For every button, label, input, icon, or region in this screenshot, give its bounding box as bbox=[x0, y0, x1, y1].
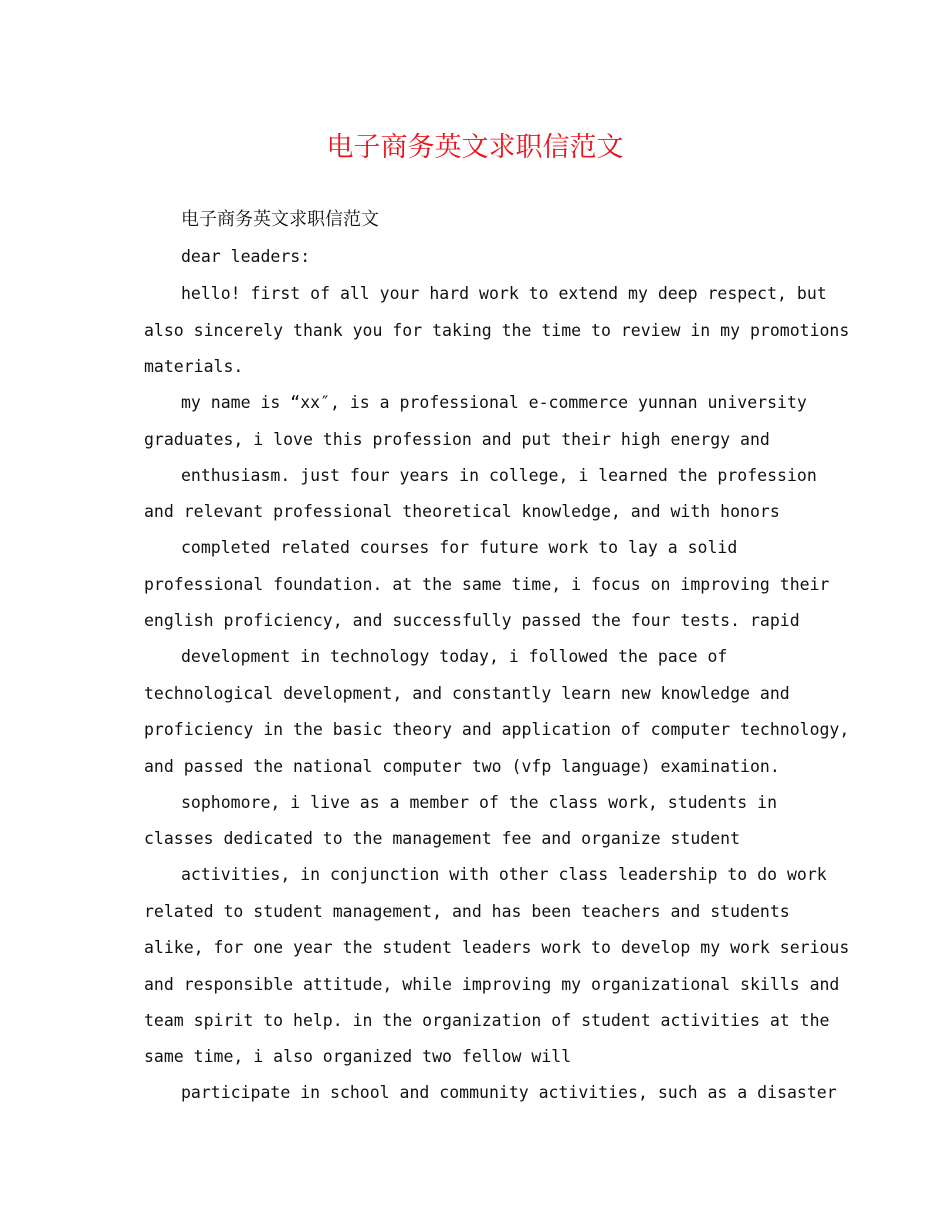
body-line: proficiency in the basic theory and application of computer technology, bbox=[144, 720, 850, 739]
body-line: classes dedicated to the management fee and organize student bbox=[144, 829, 741, 848]
body-line: also sincerely thank you for taking the time to review in my promotions bbox=[144, 321, 850, 340]
body-line: 电子商务英文求职信范文 bbox=[181, 209, 379, 230]
body-line: my name is “xx″, is a professional e-commerce yunnan university bbox=[181, 393, 807, 412]
body-line: related to student management, and has been teachers and students bbox=[144, 902, 790, 921]
body-line: materials. bbox=[144, 357, 244, 376]
body-line: same time, i also organized two fellow will bbox=[144, 1047, 572, 1066]
body-line: and responsible attitude, while improving my organizational skills and bbox=[144, 975, 840, 994]
body-line: development in technology today, i followed the pace of bbox=[181, 647, 728, 666]
body-line: sophomore, i live as a member of the class work, students in bbox=[181, 793, 778, 812]
body-line: team spirit to help. in the organization of student activities at the bbox=[144, 1011, 830, 1030]
body-line: enthusiasm. just four years in college, i learned the profession bbox=[181, 466, 817, 485]
body-line: technological development, and constantly learn new knowledge and bbox=[144, 684, 790, 703]
body-line: and passed the national computer two (vfp language) examination. bbox=[144, 757, 780, 776]
body-line: professional foundation. at the same time, i focus on improving their bbox=[144, 575, 830, 594]
body-line: and relevant professional theoretical knowledge, and with honors bbox=[144, 502, 780, 521]
body-line: alike, for one year the student leaders work to develop my work serious bbox=[144, 938, 850, 957]
body-line: activities, in conjunction with other class leadership to do work bbox=[181, 865, 827, 884]
body-line: participate in school and community activities, such as a disaster bbox=[181, 1083, 837, 1102]
document-title: 电子商务英文求职信范文 bbox=[326, 132, 624, 163]
body-line: dear leaders: bbox=[181, 247, 311, 266]
body-line: hello! first of all your hard work to extend my deep respect, but bbox=[181, 284, 827, 303]
body-line: graduates, i love this profession and put their high energy and bbox=[144, 430, 770, 449]
body-line: completed related courses for future work to lay a solid bbox=[181, 538, 738, 557]
body-line: english proficiency, and successfully passed the four tests. rapid bbox=[144, 611, 800, 630]
